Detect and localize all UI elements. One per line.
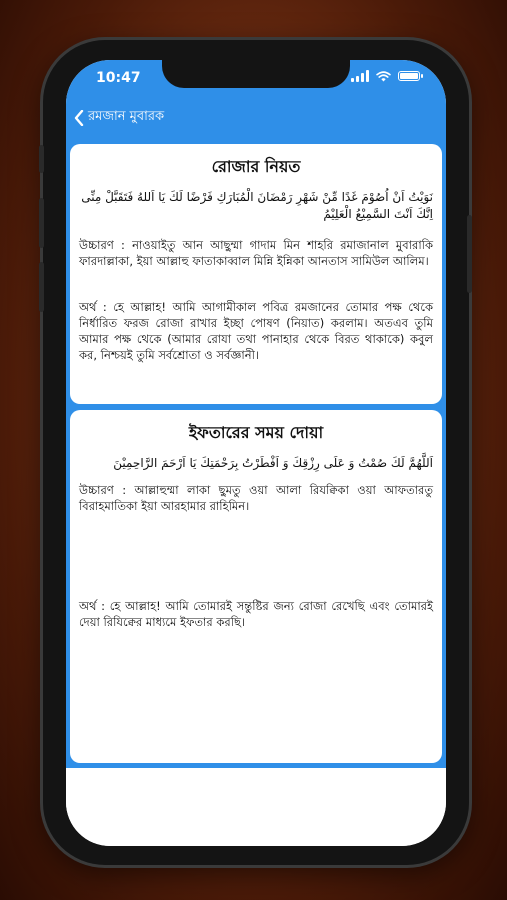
meaning-text: অর্থ : হে আল্লাহ! আমি আগামীকাল পবিত্র রমজানের তোমার পক্ষ থেকে নির্ধারিত ফরজ রোজা রাখার ইচ্ছা পোষণ (নিয়াত) করলাম। অতএব তুমি আমার পক্ষ থেকে (আমার রোযা তথা পানাহার থেকে বিরত থাকাকে) কবুল কর, নিশ্চয়ই তুমি সর্বশ্রোতা ও সর্বজ্ঞানী। (79, 300, 433, 362)
notch (162, 60, 350, 88)
phone-power-button (467, 215, 472, 293)
chevron-left-icon (74, 110, 84, 126)
cellular-signal-icon (351, 70, 369, 82)
meaning-text: অর্থ : হে আল্লাহ! আমি তোমারই সন্তুষ্টির জন্য রোজা রেখেছি এবং তোমারই দেয়া রিযিক্বের মাধ্যমে ইফতার করছি। (79, 599, 433, 629)
section-card-iftar-dua (70, 410, 442, 763)
nav-title: রমজান মুবারক (88, 109, 165, 124)
pronunciation-text: উচ্চারণ : আল্লাহুম্মা লাকা ছুমতু ওয়া আলা রিযক্বিকা ওয়া আফতারতু বিরাহমাতিকা ইয়া আরহামার রাহিমিন। (79, 483, 433, 513)
phone-volume-up-button (39, 198, 44, 248)
section-title: ইফতারের সময় দোয়া (188, 423, 324, 442)
content-scroll-area[interactable] (66, 140, 446, 768)
pronunciation-text: উচ্চারণ : নাওয়াইতু আন আছুম্মা গাদাম মিন শাহরি রমাজানাল মুবারাকি ফারদাল্লাকা, ইয়া আল্লাহু ফাতাকাব্বাল মিন্নি ইন্নিকা আনতাস সামিউল আলিম। (79, 238, 433, 268)
bottom-area (66, 768, 446, 846)
phone-volume-down-button (39, 262, 44, 312)
section-title: রোজার নিয়ত (211, 157, 301, 176)
status-time: 10:47 (96, 70, 141, 86)
arabic-dua-text: نَوَيْتُ اَنْ اُصُوْمَ غَدًا مِّنْ شَهْرِ رَمْضَانَ الْمُبَارَكِ فَرْضًا لَكَ يَا اَللهُ فَتَقَبَّلْ مِنِّى اِنَّكَ اَنْتَ السَّمِيْعُ الْعَلِيْمُ (81, 190, 433, 221)
back-button[interactable] (74, 107, 164, 128)
arabic-dua-text: اَللَّهُمَّ لَكَ صُمْتُ وَ عَلَى رِزْقِكَ وَ اَفْطَرْتُ بِرَحْمَتِكَ يَا اَرْحَمَ الرَّاحِمِيْنَ (113, 456, 433, 470)
battery-icon (398, 71, 420, 81)
status-icons (351, 70, 420, 82)
app-screen (66, 60, 446, 846)
phone-side-button (39, 145, 44, 173)
section-card-roza-niyat (70, 144, 442, 404)
wifi-icon (376, 71, 391, 82)
